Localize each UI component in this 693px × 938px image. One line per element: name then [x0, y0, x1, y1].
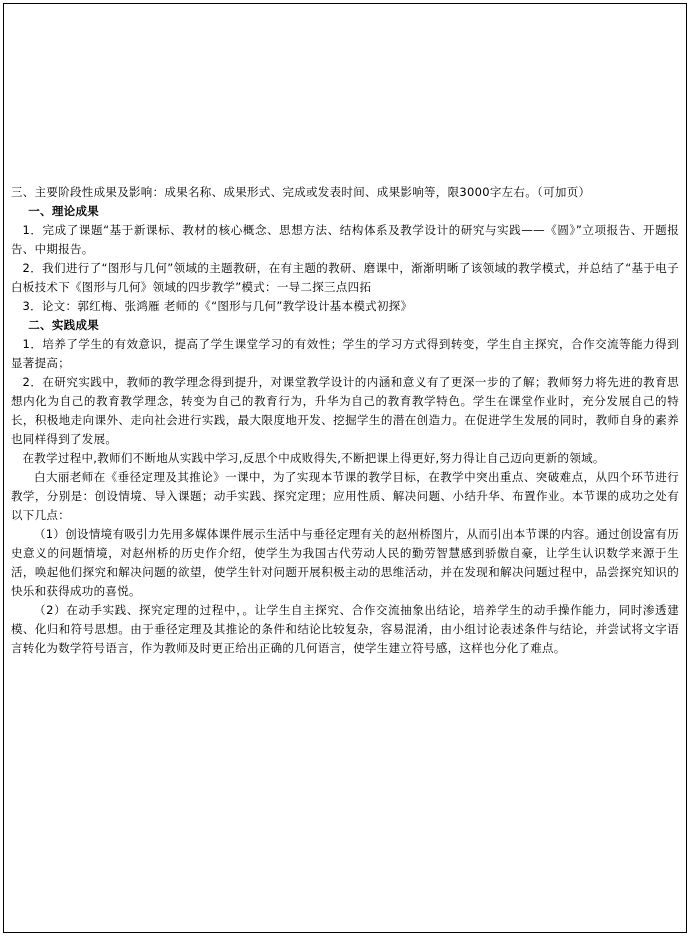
section-title: 三、主要阶段性成果及影响：成果名称、成果形式、完成或发表时间、成果影响等，限3000字左右。（可加页） — [11, 185, 591, 199]
theory-heading: 一、理论成果 — [28, 204, 100, 218]
practice-paragraph-case: 白大丽老师在《垂径定理及其推论》一课中，为了实现本节课的教学目标，在教学中突出重点、突破难点，从四个环节进行教学，分别是：创设情境、导入课题；动手实践、探究定理；应用性质、解决问题、小结升华、布置作业。本节课的成功之处有以下几点： — [11, 470, 679, 522]
practice-heading: 二、实践成果 — [28, 318, 100, 332]
theory-item-3: 3．论文：郭红梅、张鸿雁 老师的《“图形与几何”教学设计基本模式初探》 — [22, 299, 413, 313]
practice-item-1: 1．培养了学生的有效意识，提高了学生课堂学习的有效性；学生的学习方式得到转变，学生自主探究，合作交流等能力得到显著提高； — [11, 337, 679, 370]
theory-item-2: 2．我们进行了“图形与几何”领域的主题教研，在有主题的教研、磨课中，渐渐明晰了该领域的教学模式，并总结了“基于电子白板技术下《图形与几何》领域的四步教学”模式：一导二探三点四拓 — [11, 261, 679, 294]
practice-point-2: （2）在动手实践、探究定理的过程中，。让学生自主探究、合作交流抽象出结论，培养学生的动手操作能力，同时渗透建模、化归和符号思想。由于垂径定理及其推论的条件和结论比较复杂，容易混淆，由小组讨论表述条件与结论，并尝试将文字语言转化为数学符号语言，作为教师及时更正给出正确的几何语言，使学生建立符号感，这样也分化了难点。 — [11, 603, 679, 655]
theory-item-1: 1．完成了课题“基于新课标、教材的核心概念、思想方法、结构体系及教学设计的研究与实践——《圆》”立项报告、开题报告、中期报告。 — [11, 223, 679, 256]
document-body — [11, 183, 679, 658]
practice-paragraph-reflection: 在教学过程中,教师们不断地从实践中学习,反思个中成败得失,不断把课上得更好,努力得让自己迈向更新的领域。 — [22, 451, 605, 465]
practice-point-1: （1）创设情境有吸引力先用多媒体课件展示生活中与垂径定理有关的赵州桥图片，从而引出本节课的内容。通过创设富有历史意义的问题情境，对赵州桥的历史作介绍，使学生为我国古代劳动人民的勤劳智慧感到骄傲自豪，让学生认识数学来源于生活，唤起他们探究和解决问题的欲望，使学生针对问题开展积极主动的思维活动，并在发现和解决问题过程中，品尝探究知识的快乐和获得成功的喜悦。 — [11, 527, 679, 598]
practice-item-2: 2．在研究实践中，教师的教学理念得到提升，对课堂教学设计的内涵和意义有了更深一步的了解；教师努力将先进的教育思想内化为自己的教育教学理念，转变为自己的教育行为，升华为自己的教育教学特色。学生在课堂作业时，充分发展自己的特长，积极地走向课外、走向社会进行实践，最大限度地开发、挖掘学生的潜在创造力。在促进学生发展的同时，教师自身的素养也同样得到了发展。 — [11, 375, 679, 446]
